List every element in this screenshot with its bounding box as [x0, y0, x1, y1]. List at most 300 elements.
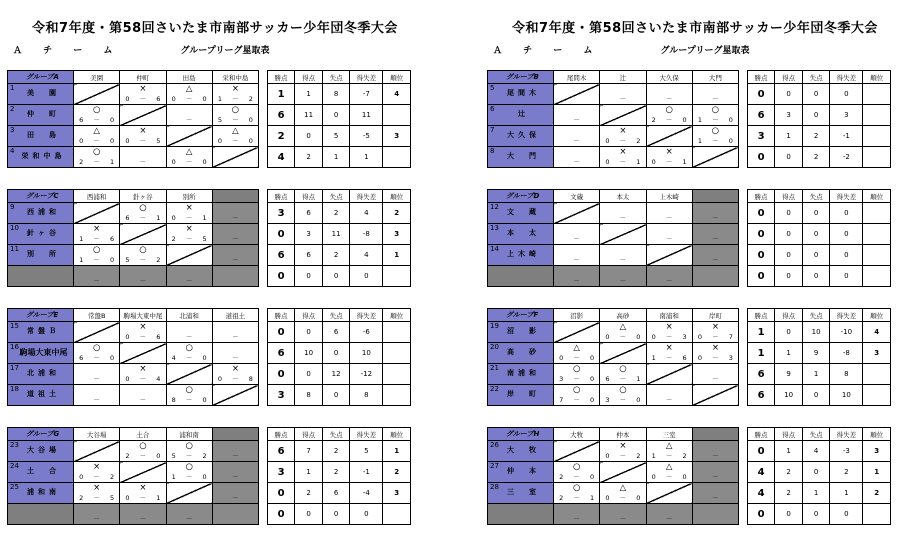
team-name: 田 島	[27, 131, 61, 140]
match-score	[167, 215, 212, 222]
rank-value: 1	[383, 245, 411, 266]
rank-value	[383, 364, 411, 385]
match-score	[74, 257, 119, 264]
team-name: 仲 本	[507, 467, 541, 476]
stat-header: 勝点	[267, 428, 295, 441]
goals-against-value: 0	[802, 385, 830, 406]
team-row	[488, 441, 891, 462]
match-score	[74, 138, 119, 145]
team-cell	[488, 84, 554, 105]
column-gap	[739, 203, 748, 224]
goal-difference-value: 10	[350, 343, 383, 364]
team-name: 栄和中島	[21, 152, 66, 161]
score-part: －	[93, 354, 100, 362]
goal-difference-value: 1	[830, 483, 863, 504]
match-score	[600, 138, 645, 145]
match-score	[120, 159, 165, 166]
result-mark: △	[93, 126, 100, 136]
goal-difference-value: 3	[830, 105, 863, 126]
team-number: 15	[10, 322, 19, 330]
goal-difference-value: 4	[350, 203, 383, 224]
match-result-cell	[600, 126, 646, 147]
match-score	[647, 96, 692, 103]
column-gap	[739, 266, 748, 287]
stat-header: 勝点	[747, 309, 775, 322]
stat-header: 得失差	[830, 190, 863, 203]
stat-header: 得点	[775, 428, 803, 441]
match-result-cell	[692, 364, 738, 385]
points-value: 4	[747, 483, 775, 504]
column-gap	[739, 385, 748, 406]
team-cell	[488, 385, 554, 406]
match-result-cell	[74, 462, 120, 483]
match-result-cell	[692, 105, 738, 126]
match-score	[120, 397, 165, 404]
team-number: 25	[10, 483, 19, 491]
column-gap	[259, 309, 268, 322]
score-part: －	[665, 452, 673, 460]
rank-value: 3	[863, 343, 891, 364]
goals-for-value: 0	[775, 224, 803, 245]
goal-difference-value: -6	[350, 322, 383, 343]
score-part: －	[665, 277, 673, 285]
score-part: －	[712, 375, 719, 383]
goal-difference-value: 1	[350, 147, 383, 168]
team-cell	[8, 266, 74, 287]
goal-difference-value: -3	[830, 441, 863, 462]
match-score	[693, 117, 738, 124]
score-part: －	[573, 473, 580, 481]
match-result-cell	[166, 462, 212, 483]
result-mark: ×	[665, 322, 673, 332]
goals-against-value: 11	[322, 224, 350, 245]
goals-for-value: 0	[295, 322, 323, 343]
team-cell	[488, 105, 554, 126]
rank-value: 4	[383, 84, 411, 105]
column-gap	[739, 105, 748, 126]
match-score	[213, 138, 258, 145]
goals-against-value: 1	[802, 364, 830, 385]
match-score	[647, 159, 692, 166]
stat-header: 失点	[802, 428, 830, 441]
result-mark: ×	[619, 441, 627, 451]
stat-header: 得失差	[350, 428, 383, 441]
points-value: 4	[267, 147, 295, 168]
column-gap	[259, 385, 268, 406]
score-part: 0	[682, 473, 687, 481]
goal-difference-value: 0	[830, 266, 863, 287]
team-name: 仲 町	[27, 110, 61, 119]
opponent-header: 常盤B	[74, 309, 120, 322]
group-name: グループH	[488, 428, 554, 441]
score-part: 2	[79, 494, 84, 502]
score-part: －	[712, 354, 719, 362]
points-value: 3	[747, 126, 775, 147]
match-result-cell	[692, 441, 738, 462]
score-part: 2	[636, 137, 641, 145]
match-result-cell	[212, 322, 258, 343]
match-score	[600, 397, 645, 404]
goal-difference-value: -7	[350, 84, 383, 105]
score-part: －	[619, 137, 627, 145]
score-part: －	[619, 515, 627, 523]
score-part: 5	[125, 256, 130, 264]
team-row	[8, 483, 411, 504]
score-part: －	[712, 494, 719, 502]
goals-against-value: 0	[802, 462, 830, 483]
team-cell	[488, 441, 554, 462]
team-number: 19	[490, 322, 499, 330]
team-row	[488, 245, 891, 266]
score-part: 0	[636, 333, 641, 341]
team-name: 浦和南	[27, 488, 61, 497]
score-part: －	[139, 277, 147, 285]
rank-value: 3	[863, 441, 891, 462]
team-cell	[488, 364, 554, 385]
team-number: 22	[490, 385, 499, 393]
score-part: 2	[79, 158, 84, 166]
stat-header: 得点	[775, 190, 803, 203]
team-row	[488, 462, 891, 483]
score-part: 0	[202, 95, 207, 103]
opponent-header: 仲本	[600, 428, 646, 441]
score-part: 5	[110, 494, 115, 502]
result-mark: △	[619, 322, 627, 332]
result-mark: ○	[619, 385, 627, 395]
team-cell	[8, 147, 74, 168]
score-part: 0	[125, 95, 130, 103]
self-match-cell	[554, 203, 600, 224]
score-part: －	[619, 95, 627, 103]
team-cell	[8, 441, 74, 462]
column-gap	[739, 309, 748, 322]
score-part: －	[573, 375, 580, 383]
score-part: －	[93, 375, 100, 383]
match-score	[167, 236, 212, 243]
score-part: 0	[156, 452, 161, 460]
score-part: －	[232, 375, 239, 383]
result-mark: ×	[665, 147, 673, 157]
points-value: 0	[747, 84, 775, 105]
result-mark: ○	[139, 441, 147, 451]
team-number: 28	[490, 483, 499, 491]
score-part: －	[185, 277, 193, 285]
goal-difference-value: 2	[830, 462, 863, 483]
goals-against-value: 0	[802, 84, 830, 105]
self-match-cell	[212, 266, 258, 287]
team-cell	[488, 504, 554, 525]
score-part: 3	[559, 375, 564, 383]
result-mark: △	[232, 126, 239, 136]
result-mark: ×	[93, 224, 101, 234]
score-part: －	[185, 354, 193, 362]
score-part: －	[573, 137, 580, 145]
opponent-header: 別所	[166, 190, 212, 203]
stat-header: 順位	[863, 190, 891, 203]
score-part: 5	[171, 452, 176, 460]
self-match-cell	[646, 126, 692, 147]
stat-header: 得失差	[350, 190, 383, 203]
match-score	[693, 474, 738, 481]
score-part: 8	[171, 396, 176, 404]
score-part: －	[232, 333, 239, 341]
match-result-cell	[554, 266, 600, 287]
opponent-header: 南浦和	[646, 309, 692, 322]
match-result-cell	[600, 483, 646, 504]
team-row	[488, 483, 891, 504]
goal-difference-value: -4	[350, 483, 383, 504]
score-part: 6	[156, 95, 161, 103]
match-result-cell	[646, 147, 692, 168]
match-score	[600, 159, 645, 166]
match-score	[213, 355, 258, 362]
team-number: 8	[490, 147, 495, 155]
score-part: 0	[248, 137, 253, 145]
column-gap	[739, 343, 748, 364]
points-value: 0	[267, 483, 295, 504]
score-part: －	[93, 116, 100, 124]
score-part: 0	[202, 158, 207, 166]
stat-header: 順位	[863, 309, 891, 322]
goal-difference-value: -10	[830, 322, 863, 343]
score-part: －	[139, 137, 147, 145]
score-part: 5	[202, 235, 207, 243]
score-part: －	[185, 235, 193, 243]
match-result-cell	[74, 224, 120, 245]
score-part: 0	[202, 473, 207, 481]
match-result-cell	[692, 224, 738, 245]
team-name: 上木崎	[507, 250, 541, 259]
result-mark: ×	[93, 462, 101, 472]
match-score	[647, 334, 692, 341]
score-part: －	[139, 158, 147, 166]
score-part: －	[619, 452, 627, 460]
score-part: －	[619, 256, 627, 264]
self-match-cell	[120, 224, 166, 245]
score-part: 0	[651, 158, 656, 166]
column-gap	[259, 245, 268, 266]
self-match-cell	[600, 462, 646, 483]
match-score	[647, 453, 692, 460]
rank-value	[863, 147, 891, 168]
match-result-cell	[554, 385, 600, 406]
match-score	[213, 334, 258, 341]
score-part: －	[712, 235, 719, 243]
score-part: －	[665, 214, 673, 222]
team-row	[8, 343, 411, 364]
stat-header: 失点	[322, 428, 350, 441]
points-value: 2	[267, 126, 295, 147]
result-mark: ×	[711, 322, 719, 332]
match-result-cell	[212, 224, 258, 245]
match-score	[120, 278, 165, 285]
result-mark: ×	[139, 322, 147, 332]
score-part: －	[619, 333, 627, 341]
result-mark: ○	[711, 126, 720, 136]
score-part: －	[185, 396, 193, 404]
team-row	[8, 364, 411, 385]
score-part: 0	[590, 354, 595, 362]
match-result-cell	[554, 224, 600, 245]
opponent-header: 針ヶ谷	[120, 190, 166, 203]
team-name: 辻	[518, 110, 530, 119]
team-row	[8, 147, 411, 168]
match-result-cell	[74, 343, 120, 364]
goal-difference-value: 0	[830, 504, 863, 525]
stat-header: 順位	[863, 71, 891, 84]
match-result-cell	[120, 266, 166, 287]
score-part: 3	[728, 354, 733, 362]
score-part: －	[232, 256, 239, 264]
score-part: －	[712, 256, 719, 264]
match-score	[167, 516, 212, 523]
opponent-header: 三室	[646, 428, 692, 441]
goals-against-value: 10	[802, 322, 830, 343]
score-part: 1	[156, 494, 161, 502]
match-score	[693, 236, 738, 243]
goals-against-value: 2	[322, 441, 350, 462]
column-gap	[739, 428, 748, 441]
team-name: 岸 町	[507, 390, 541, 399]
match-score	[554, 278, 599, 285]
match-result-cell	[554, 147, 600, 168]
self-match-cell	[600, 105, 646, 126]
column-gap	[259, 224, 268, 245]
match-score	[213, 474, 258, 481]
points-value: 6	[267, 441, 295, 462]
team-name: 駒場大東中尾	[19, 347, 68, 357]
rank-value: 3	[383, 126, 411, 147]
stat-header: 得失差	[830, 428, 863, 441]
score-part: －	[619, 158, 627, 166]
score-part: －	[712, 473, 719, 481]
score-part: 2	[636, 452, 641, 460]
match-result-cell	[554, 343, 600, 364]
score-part: 1	[110, 158, 115, 166]
column-gap	[259, 441, 268, 462]
team-name: 南浦和	[507, 369, 541, 378]
column-gap	[259, 126, 268, 147]
score-part: 1	[590, 494, 595, 502]
match-result-cell	[120, 322, 166, 343]
self-match-cell	[74, 441, 120, 462]
points-value: 0	[267, 504, 295, 525]
opponent-header: 土合	[120, 428, 166, 441]
result-mark: ○	[572, 385, 581, 395]
match-score	[554, 138, 599, 145]
match-result-cell	[166, 343, 212, 364]
division-label: Ａ チ ー ム	[13, 46, 122, 56]
team-number: 6	[490, 105, 495, 113]
result-mark: ×	[619, 126, 627, 136]
match-result-cell	[600, 504, 646, 525]
points-value: 0	[747, 504, 775, 525]
rank-value: 2	[383, 462, 411, 483]
column-gap	[739, 441, 748, 462]
score-part: －	[573, 277, 580, 285]
goal-difference-value: 0	[350, 504, 383, 525]
score-part: 0	[110, 116, 115, 124]
match-score	[74, 236, 119, 243]
score-part: 0	[728, 137, 733, 145]
match-score	[693, 138, 738, 145]
stat-header: 勝点	[267, 71, 295, 84]
match-score	[120, 334, 165, 341]
score-part: －	[665, 333, 673, 341]
match-result-cell	[74, 504, 120, 525]
column-gap	[259, 147, 268, 168]
group-table	[7, 427, 411, 525]
score-part: 2	[559, 473, 564, 481]
self-match-cell	[600, 343, 646, 364]
stat-header: 得失差	[830, 309, 863, 322]
opponent-header: 大牧	[554, 428, 600, 441]
rank-value: 3	[383, 483, 411, 504]
score-part: 0	[697, 354, 702, 362]
team-cell	[8, 385, 74, 406]
score-part: 0	[590, 473, 595, 481]
match-result-cell	[166, 385, 212, 406]
match-score	[167, 278, 212, 285]
team-number: 10	[10, 224, 19, 232]
score-part: －	[93, 256, 100, 264]
goals-against-value: 0	[802, 203, 830, 224]
team-number: 24	[10, 462, 19, 470]
rank-value	[863, 385, 891, 406]
points-value: 0	[267, 364, 295, 385]
match-score	[600, 215, 645, 222]
goal-difference-value: -1	[830, 126, 863, 147]
match-result-cell	[646, 84, 692, 105]
stat-header: 順位	[383, 71, 411, 84]
result-mark: ○	[572, 483, 581, 493]
goals-for-value: 6	[295, 203, 323, 224]
goals-against-value: 5	[322, 126, 350, 147]
match-score	[120, 495, 165, 502]
score-part: 5	[156, 137, 161, 145]
goals-against-value: 0	[802, 266, 830, 287]
score-part: －	[185, 515, 193, 523]
score-part: －	[232, 137, 239, 145]
goal-difference-value: -5	[350, 126, 383, 147]
team-cell	[8, 504, 74, 525]
match-result-cell	[646, 441, 692, 462]
score-part: －	[93, 473, 100, 481]
stat-header: 失点	[322, 190, 350, 203]
team-name: 尾間木	[507, 89, 541, 98]
points-value: 0	[267, 322, 295, 343]
team-row	[488, 322, 891, 343]
column-gap	[259, 266, 268, 287]
match-result-cell	[692, 245, 738, 266]
match-score	[167, 397, 212, 404]
match-result-cell	[120, 147, 166, 168]
score-part: －	[665, 354, 673, 362]
rank-value: 1	[383, 441, 411, 462]
score-part: 3	[682, 333, 687, 341]
self-match-cell	[120, 105, 166, 126]
match-result-cell	[74, 364, 120, 385]
match-result-cell	[646, 322, 692, 343]
score-part: 2	[651, 116, 656, 124]
match-result-cell	[554, 245, 600, 266]
goals-against-value: 0	[322, 343, 350, 364]
rank-value	[863, 203, 891, 224]
goals-against-value: 0	[802, 504, 830, 525]
match-score	[647, 117, 692, 124]
rank-value: 3	[383, 224, 411, 245]
team-number: 23	[10, 441, 19, 449]
